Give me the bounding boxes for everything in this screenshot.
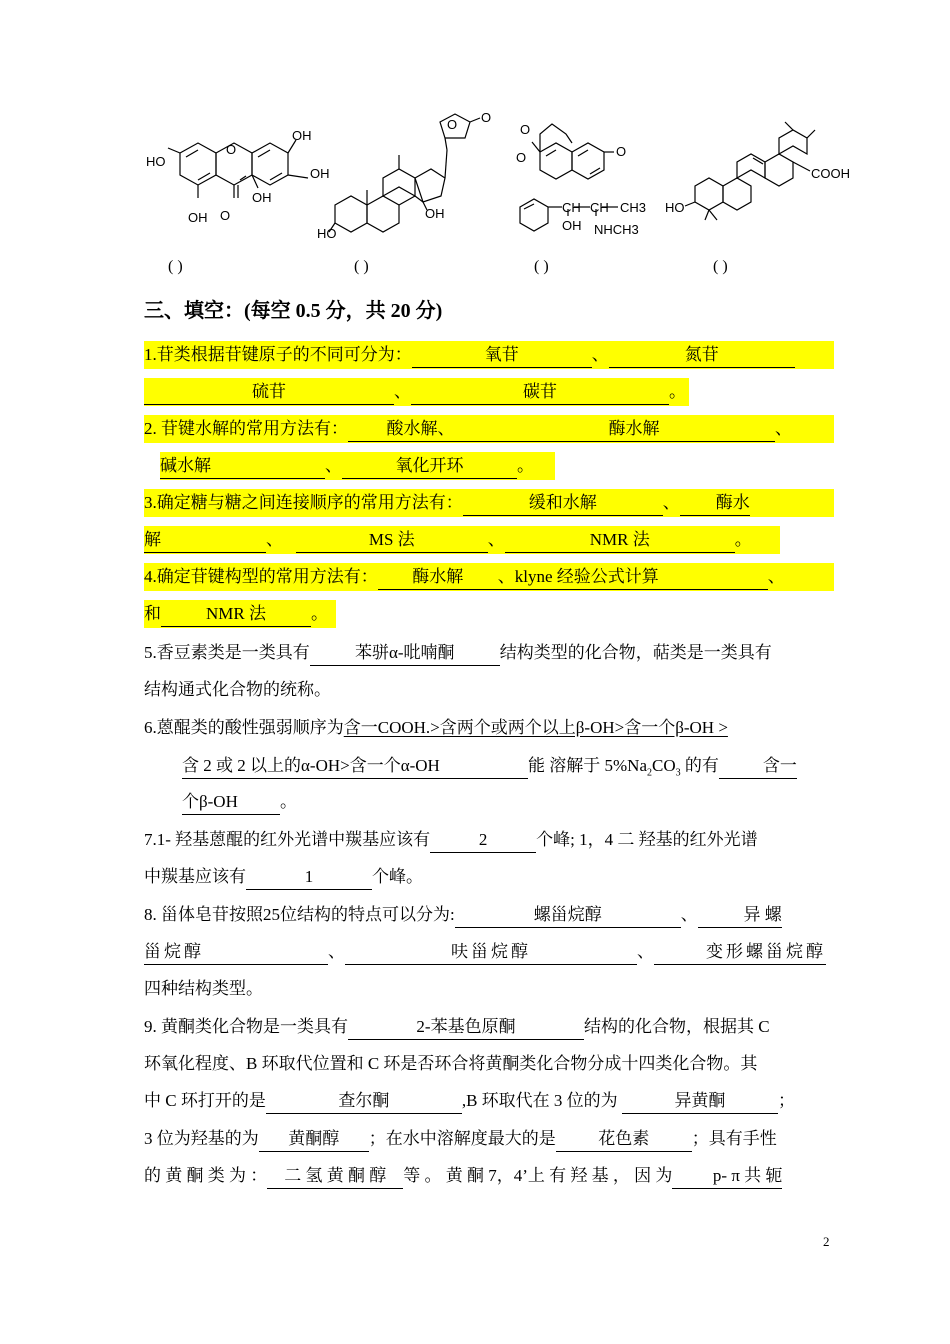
q4-prefix: 4.确定苷键构型的常用方法有： xyxy=(144,567,378,586)
structure-coumarin-ephedrine xyxy=(510,112,670,256)
q6-mid: 能 溶解于 5%Na xyxy=(528,756,647,775)
answer-blank-1[interactable]: ( ) xyxy=(168,258,183,275)
structure-flavonol xyxy=(140,128,340,242)
q9-answer-4: 黄酮醇 xyxy=(259,1127,369,1152)
q3-answer-1: 缓和水解 xyxy=(463,491,663,516)
struct3-label-5: CH3 xyxy=(620,200,647,215)
answer-blank-3[interactable]: ( ) xyxy=(534,258,549,275)
q3-answer-2b: 解 xyxy=(144,528,266,553)
struct3-label-4: CH xyxy=(590,200,609,215)
q8-answer-4: 变形螺甾烷醇 xyxy=(654,940,826,965)
q4-end: 。 xyxy=(311,604,328,623)
q5-line1 xyxy=(144,639,834,667)
q8-line3: 四种结构类型。 xyxy=(144,979,263,998)
q1-answer-1: 氧苷 xyxy=(412,343,592,368)
q2-answer-3: 碱水解 xyxy=(160,454,325,479)
q6-line1 xyxy=(144,714,834,742)
struct3-label-3: CH xyxy=(562,200,581,215)
struct3-label-1: O xyxy=(516,150,527,165)
q8-answer-2a: 异 螺 xyxy=(698,903,782,928)
struct1-label-2: OH xyxy=(310,166,330,181)
q2-line2 xyxy=(160,452,850,480)
struct3-label-7: NHCH3 xyxy=(594,222,639,237)
q3-line1 xyxy=(144,489,834,517)
q7-line2 xyxy=(144,863,834,891)
q8-line1 xyxy=(144,901,834,929)
q8-prefix: 8. 甾体皂苷按照25位结构的特点可以分为: xyxy=(144,905,455,924)
q9-line3-prefix: 中 C 环打开的是 xyxy=(144,1091,266,1110)
q9-line3 xyxy=(144,1087,834,1115)
q8-sep-1: 、 xyxy=(680,905,698,924)
struct1-label-0: HO xyxy=(146,154,166,169)
q4-answer-1: 酶水解 xyxy=(378,565,498,590)
q7-prefix: 7.1- 羟基蒽醌的红外光谱中羰基应该有 xyxy=(144,830,431,849)
q2-line1 xyxy=(144,415,834,443)
q4-line2 xyxy=(144,600,834,628)
q6-sub-2: 3 xyxy=(675,767,681,779)
chemical-structures xyxy=(140,110,850,260)
q2-prefix: 2. 苷键水解的常用方法有： xyxy=(144,419,348,438)
q3-answer-4: NMR 法 xyxy=(505,528,735,553)
q8-answer-3: 呋甾烷醇 xyxy=(345,940,637,965)
struct1-label-6: O xyxy=(220,208,231,223)
q9-semi: ； xyxy=(777,1091,795,1110)
q4-and: 和 xyxy=(144,604,161,623)
q2-sep: 、 xyxy=(775,419,792,438)
q9-line5-prefix: 的 黄 酮 类 为 ： xyxy=(144,1166,268,1185)
q9-answer-2: 查尔酮 xyxy=(266,1089,462,1114)
q1-prefix: 1.苷类根据苷键原子的不同可分为： xyxy=(144,345,412,364)
q8-answer-2b: 甾烷醇 xyxy=(144,940,328,965)
struct3-label-0: O xyxy=(520,122,531,137)
section-title: 三、填空：(每空 0.5 分，共 20 分) xyxy=(144,300,443,322)
struct2-label-1: O xyxy=(481,110,492,125)
struct1-label-3: OH xyxy=(252,190,272,205)
struct3-label-2: O xyxy=(616,144,627,159)
struct4-label-1: HO xyxy=(665,200,685,215)
struct2-label-3: HO xyxy=(317,226,337,241)
q9-line4-mid: ；在水中溶解度最大的是 xyxy=(368,1129,556,1148)
q9-line3-mid: ,B 环取代在 3 位的为 xyxy=(461,1091,618,1110)
q1-sep-2: 、 xyxy=(394,382,411,401)
q9-answer-3: 异黄酮 xyxy=(622,1089,778,1114)
struct2-label-0: O xyxy=(447,117,458,132)
q9-answer-5: 花色素 xyxy=(556,1127,692,1152)
q3-sep-2: 、 xyxy=(266,530,283,549)
q9-line4-end: ；具有手性 xyxy=(691,1129,777,1148)
page-number: 2 xyxy=(823,1234,830,1249)
q5-answer-1: 苯骈α-吡喃酮 xyxy=(310,641,500,666)
q8-line2 xyxy=(144,938,834,966)
q5-line2: 结构通式化合物的统称。 xyxy=(144,680,331,699)
q7-line1 xyxy=(144,826,834,854)
q3-end: 。 xyxy=(734,530,752,549)
struct1-label-1: OH xyxy=(292,128,312,143)
q6-co: CO xyxy=(651,756,676,775)
answer-blank-4[interactable]: ( ) xyxy=(713,258,728,275)
q7-line2-prefix: 中羰基应该有 xyxy=(144,867,246,886)
q8-answer-1: 螺甾烷醇 xyxy=(455,903,681,928)
q2-end: 。 xyxy=(517,456,534,475)
q5-suffix: 结构类型的化合物，萜类是一类具有 xyxy=(499,643,772,662)
q1-line1 xyxy=(144,341,834,369)
q2-sep-2: 、 xyxy=(325,456,342,475)
triterpenoid-drawing xyxy=(665,116,850,246)
q1-line2 xyxy=(144,378,834,406)
q1-answer-4: 碳苷 xyxy=(411,380,669,405)
struct1-label-4: OH xyxy=(188,210,208,225)
q4-line1 xyxy=(144,563,834,591)
q1-answer-3: 硫苷 xyxy=(144,380,394,405)
q3-answer-2a: 酶水 xyxy=(680,491,750,516)
structure-answer-blanks xyxy=(0,258,950,284)
q6-line3 xyxy=(182,788,872,816)
q4-answer-2: 、klyne 经验公式计算 xyxy=(498,565,768,590)
q3-answer-3: MS 法 xyxy=(296,528,488,553)
q6-answer-1b: 含 2 或 2 以上的α-OH>含一个α-OH xyxy=(182,754,528,779)
coumarin-ephedrine-drawing xyxy=(510,112,670,252)
q2-answer-2: 酶水解 xyxy=(493,417,775,442)
q3-sep-1: 、 xyxy=(662,493,680,512)
q7-end: 个峰。 xyxy=(372,867,423,886)
q6-answer-1a: 含一COOH.>含两个或两个以上β-OH>含一个β-OH > xyxy=(343,718,728,737)
q9-line5 xyxy=(144,1162,834,1190)
q6-answer-2b: 个β-OH xyxy=(182,790,280,815)
q7-answer-1: 2 xyxy=(430,828,536,853)
q2-answer-1: 酸水解、 xyxy=(348,417,493,442)
q9-answer-6: 二 氢 黄 酮 醇 xyxy=(267,1164,403,1189)
struct1-label-5: O xyxy=(226,142,237,157)
struct4-label-0: COOH xyxy=(811,166,850,181)
structure-cardenolide xyxy=(315,110,505,254)
q9-answer-1: 2-苯基色原酮 xyxy=(348,1015,584,1040)
q9-line1 xyxy=(144,1013,834,1041)
q9-line4-prefix: 3 位为羟基的为 xyxy=(144,1129,259,1148)
answer-blank-2[interactable]: ( ) xyxy=(354,258,369,275)
q7-mid: 个峰; 1，4 二 羟基的红外光谱 xyxy=(536,830,758,849)
q4-sep: 、 xyxy=(767,567,785,586)
q9-line5-mid: 等 。 黄 酮 7，4’上 有 羟 基 ， 因 为 xyxy=(403,1166,673,1185)
q8-sep-3: 、 xyxy=(637,942,654,961)
q6-after: 的有 xyxy=(680,756,719,775)
q3-sep-3: 、 xyxy=(487,530,505,549)
q6-line2 xyxy=(182,752,872,780)
q8-sep-2: 、 xyxy=(328,942,345,961)
q9-answer-7: p- π 共 轭 xyxy=(672,1164,782,1189)
q6-sub-1: 2 xyxy=(646,767,652,779)
q9-mid: 结构的化合物，根据其 C xyxy=(584,1017,770,1036)
structure-triterpenoid xyxy=(665,116,850,250)
q1-sep-1: 、 xyxy=(591,345,609,364)
struct2-label-2: OH xyxy=(425,206,445,221)
q9-line4 xyxy=(144,1125,834,1153)
q9-line2: 环氧化程度、B 环取代位置和 C 环是否环合将黄酮类化合物分成十四类化合物。其 xyxy=(144,1054,758,1073)
q7-answer-2: 1 xyxy=(246,865,372,890)
struct3-label-6: OH xyxy=(562,218,582,233)
q6-prefix: 6.蒽醌类的酸性强弱顺序为 xyxy=(144,718,344,737)
q4-answer-3: NMR 法 xyxy=(161,602,311,627)
q9-prefix: 9. 黄酮类化合物是一类具有 xyxy=(144,1017,348,1036)
q1-answer-2: 氮苷 xyxy=(609,343,795,368)
q6-answer-2a: 含一 xyxy=(719,754,797,779)
cardenolide-drawing xyxy=(315,110,505,250)
q3-line2 xyxy=(144,526,834,554)
q1-end: 。 xyxy=(669,382,686,401)
q6-end: 。 xyxy=(280,792,297,811)
q2-answer-4: 氧化开环 xyxy=(342,454,517,479)
q3-prefix: 3.确定糖与糖之间连接顺序的常用方法有： xyxy=(144,493,463,512)
q5-prefix: 5.香豆素类是一类具有 xyxy=(144,643,310,662)
flavonol-drawing xyxy=(140,128,340,238)
